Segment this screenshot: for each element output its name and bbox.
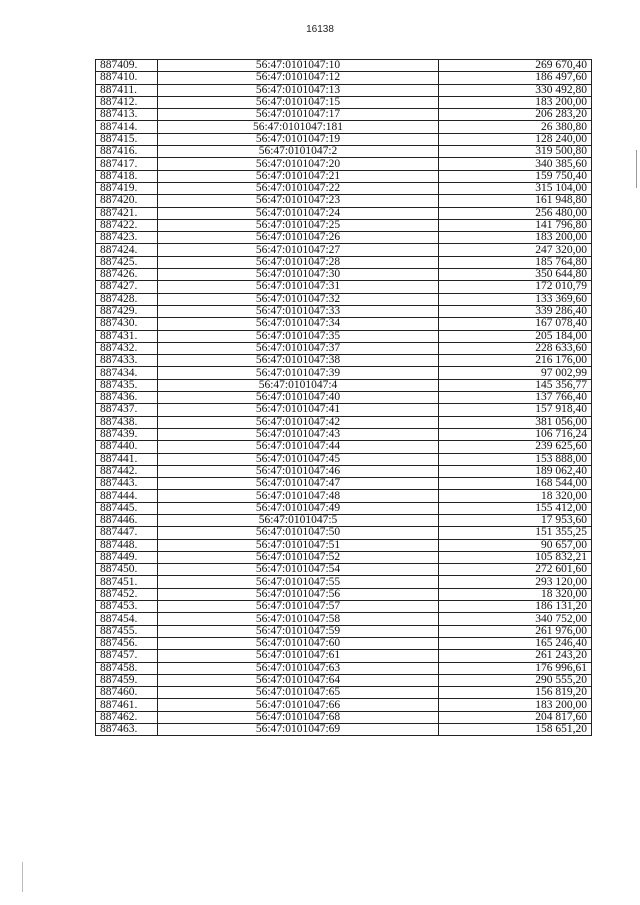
cadastral-number-cell: 56:47:0101047:48 bbox=[158, 490, 439, 502]
table-row bbox=[96, 182, 592, 194]
cadastral-number-cell: 56:47:0101047:60 bbox=[158, 637, 439, 649]
cadastral-value-cell: 183 200,00 bbox=[439, 96, 592, 108]
cadastral-value-cell: 26 380,80 bbox=[439, 121, 592, 133]
cadastral-number-cell: 56:47:0101047:66 bbox=[158, 699, 439, 711]
cadastral-value-cell: 186 497,60 bbox=[439, 72, 592, 84]
cadastral-value-cell: 155 412,00 bbox=[439, 502, 592, 514]
row-number-cell: 887419. bbox=[96, 182, 158, 194]
table-row bbox=[96, 637, 592, 649]
cadastral-value-cell: 133 369,60 bbox=[439, 293, 592, 305]
table-row bbox=[96, 379, 592, 391]
row-number-cell: 887418. bbox=[96, 170, 158, 182]
scan-edge-mark bbox=[636, 150, 637, 188]
cadastral-value-cell: 339 286,40 bbox=[439, 305, 592, 317]
row-number-cell: 887410. bbox=[96, 72, 158, 84]
row-number-cell: 887427. bbox=[96, 281, 158, 293]
table-row bbox=[96, 72, 592, 84]
table-row bbox=[96, 219, 592, 231]
cadastral-value-cell: 183 200,00 bbox=[439, 699, 592, 711]
cadastral-value-cell: 239 625,60 bbox=[439, 441, 592, 453]
table-row bbox=[96, 551, 592, 563]
table-row bbox=[96, 109, 592, 121]
cadastral-value-cell: 18 320,00 bbox=[439, 490, 592, 502]
row-number-cell: 887421. bbox=[96, 207, 158, 219]
row-number-cell: 887430. bbox=[96, 318, 158, 330]
cadastral-value-cell: 269 670,40 bbox=[439, 60, 592, 72]
cadastral-value-cell: 145 356,77 bbox=[439, 379, 592, 391]
table-row bbox=[96, 539, 592, 551]
row-number-cell: 887414. bbox=[96, 121, 158, 133]
table-row bbox=[96, 392, 592, 404]
cadastral-number-cell: 56:47:0101047:181 bbox=[158, 121, 439, 133]
table-row bbox=[96, 96, 592, 108]
row-number-cell: 887438. bbox=[96, 416, 158, 428]
table-row bbox=[96, 318, 592, 330]
cadastral-number-cell: 56:47:0101047:65 bbox=[158, 687, 439, 699]
row-number-cell: 887450. bbox=[96, 564, 158, 576]
cadastral-value-cell: 172 010,79 bbox=[439, 281, 592, 293]
table-row bbox=[96, 699, 592, 711]
cadastral-value-cell: 340 385,60 bbox=[439, 158, 592, 170]
table-row bbox=[96, 170, 592, 182]
cadastral-number-cell: 56:47:0101047:56 bbox=[158, 588, 439, 600]
row-number-cell: 887436. bbox=[96, 392, 158, 404]
cadastral-number-cell: 56:47:0101047:50 bbox=[158, 527, 439, 539]
cadastral-value-cell: 189 062,40 bbox=[439, 465, 592, 477]
table-row bbox=[96, 588, 592, 600]
row-number-cell: 887432. bbox=[96, 342, 158, 354]
cadastral-value-cell: 185 764,80 bbox=[439, 256, 592, 268]
row-number-cell: 887452. bbox=[96, 588, 158, 600]
cadastral-value-cell: 161 948,80 bbox=[439, 195, 592, 207]
row-number-cell: 887433. bbox=[96, 355, 158, 367]
row-number-cell: 887434. bbox=[96, 367, 158, 379]
row-number-cell: 887439. bbox=[96, 428, 158, 440]
cadastral-value-cell: 247 320,00 bbox=[439, 244, 592, 256]
cadastral-number-cell: 56:47:0101047:31 bbox=[158, 281, 439, 293]
cadastral-value-cell: 340 752,00 bbox=[439, 613, 592, 625]
row-number-cell: 887457. bbox=[96, 650, 158, 662]
table-row bbox=[96, 256, 592, 268]
row-number-cell: 887435. bbox=[96, 379, 158, 391]
cadastral-number-cell: 56:47:0101047:57 bbox=[158, 601, 439, 613]
cadastral-value-cell: 256 480,00 bbox=[439, 207, 592, 219]
row-number-cell: 887440. bbox=[96, 441, 158, 453]
table-row bbox=[96, 576, 592, 588]
table-body bbox=[96, 60, 592, 736]
cadastral-number-cell: 56:47:0101047:37 bbox=[158, 342, 439, 354]
cadastral-number-cell: 56:47:0101047:38 bbox=[158, 355, 439, 367]
table-row bbox=[96, 207, 592, 219]
cadastral-value-cell: 105 832,21 bbox=[439, 551, 592, 563]
row-number-cell: 887437. bbox=[96, 404, 158, 416]
row-number-cell: 887426. bbox=[96, 269, 158, 281]
row-number-cell: 887459. bbox=[96, 674, 158, 686]
row-number-cell: 887431. bbox=[96, 330, 158, 342]
cadastral-value-cell: 261 243,20 bbox=[439, 650, 592, 662]
cadastral-number-cell: 56:47:0101047:49 bbox=[158, 502, 439, 514]
cadastral-value-cell: 228 633,60 bbox=[439, 342, 592, 354]
cadastral-number-cell: 56:47:0101047:32 bbox=[158, 293, 439, 305]
cadastral-value-cell: 167 078,40 bbox=[439, 318, 592, 330]
cadastral-number-cell: 56:47:0101047:46 bbox=[158, 465, 439, 477]
table-row bbox=[96, 601, 592, 613]
row-number-cell: 887417. bbox=[96, 158, 158, 170]
cadastral-number-cell: 56:47:0101047:17 bbox=[158, 109, 439, 121]
row-number-cell: 887445. bbox=[96, 502, 158, 514]
table-row bbox=[96, 133, 592, 145]
row-number-cell: 887416. bbox=[96, 146, 158, 158]
cadastral-number-cell: 56:47:0101047:5 bbox=[158, 514, 439, 526]
cadastral-number-cell: 56:47:0101047:27 bbox=[158, 244, 439, 256]
cadastral-number-cell: 56:47:0101047:23 bbox=[158, 195, 439, 207]
row-number-cell: 887458. bbox=[96, 662, 158, 674]
table-row bbox=[96, 527, 592, 539]
table-row bbox=[96, 502, 592, 514]
row-number-cell: 887415. bbox=[96, 133, 158, 145]
cadastral-number-cell: 56:47:0101047:55 bbox=[158, 576, 439, 588]
table-row bbox=[96, 687, 592, 699]
cadastral-number-cell: 56:47:0101047:26 bbox=[158, 232, 439, 244]
cadastral-number-cell: 56:47:0101047:34 bbox=[158, 318, 439, 330]
cadastral-value-cell: 319 500,80 bbox=[439, 146, 592, 158]
table-row bbox=[96, 564, 592, 576]
table-row bbox=[96, 293, 592, 305]
row-number-cell: 887453. bbox=[96, 601, 158, 613]
table-row bbox=[96, 711, 592, 723]
cadastral-value-cell: 168 544,00 bbox=[439, 478, 592, 490]
cadastral-value-cell: 381 056,00 bbox=[439, 416, 592, 428]
cadastral-number-cell: 56:47:0101047:4 bbox=[158, 379, 439, 391]
cadastral-number-cell: 56:47:0101047:12 bbox=[158, 72, 439, 84]
row-number-cell: 887446. bbox=[96, 514, 158, 526]
row-number-cell: 887455. bbox=[96, 625, 158, 637]
cadastral-value-cell: 204 817,60 bbox=[439, 711, 592, 723]
cadastral-number-cell: 56:47:0101047:64 bbox=[158, 674, 439, 686]
table-row bbox=[96, 404, 592, 416]
row-number-cell: 887451. bbox=[96, 576, 158, 588]
row-number-cell: 887423. bbox=[96, 232, 158, 244]
row-number-cell: 887441. bbox=[96, 453, 158, 465]
row-number-cell: 887444. bbox=[96, 490, 158, 502]
cadastral-value-cell: 216 176,00 bbox=[439, 355, 592, 367]
scan-edge-mark bbox=[22, 862, 23, 892]
cadastral-number-cell: 56:47:0101047:41 bbox=[158, 404, 439, 416]
row-number-cell: 887412. bbox=[96, 96, 158, 108]
table-row bbox=[96, 514, 592, 526]
cadastral-number-cell: 56:47:0101047:61 bbox=[158, 650, 439, 662]
table-row bbox=[96, 650, 592, 662]
cadastral-number-cell: 56:47:0101047:69 bbox=[158, 724, 439, 736]
row-number-cell: 887413. bbox=[96, 109, 158, 121]
cadastral-value-cell: 186 131,20 bbox=[439, 601, 592, 613]
cadastral-value-cell: 350 644,80 bbox=[439, 269, 592, 281]
table-row bbox=[96, 355, 592, 367]
table-row bbox=[96, 195, 592, 207]
table-row bbox=[96, 146, 592, 158]
table-row bbox=[96, 367, 592, 379]
cadastral-number-cell: 56:47:0101047:24 bbox=[158, 207, 439, 219]
cadastral-number-cell: 56:47:0101047:15 bbox=[158, 96, 439, 108]
table-row bbox=[96, 269, 592, 281]
page-number: 16138 bbox=[306, 24, 334, 35]
row-number-cell: 887463. bbox=[96, 724, 158, 736]
table-row bbox=[96, 305, 592, 317]
row-number-cell: 887422. bbox=[96, 219, 158, 231]
cadastral-number-cell: 56:47:0101047:43 bbox=[158, 428, 439, 440]
cadastral-value-cell: 137 766,40 bbox=[439, 392, 592, 404]
cadastral-value-cell: 158 651,20 bbox=[439, 724, 592, 736]
table-row bbox=[96, 613, 592, 625]
row-number-cell: 887447. bbox=[96, 527, 158, 539]
cadastral-value-cell: 156 819,20 bbox=[439, 687, 592, 699]
cadastral-value-cell: 293 120,00 bbox=[439, 576, 592, 588]
cadastral-value-cell: 157 918,40 bbox=[439, 404, 592, 416]
row-number-cell: 887428. bbox=[96, 293, 158, 305]
table-row bbox=[96, 121, 592, 133]
cadastral-value-cell: 183 200,00 bbox=[439, 232, 592, 244]
cadastral-number-cell: 56:47:0101047:19 bbox=[158, 133, 439, 145]
cadastral-number-cell: 56:47:0101047:54 bbox=[158, 564, 439, 576]
row-number-cell: 887443. bbox=[96, 478, 158, 490]
cadastral-value-cell: 206 283,20 bbox=[439, 109, 592, 121]
cadastral-value-cell: 315 104,00 bbox=[439, 182, 592, 194]
cadastral-number-cell: 56:47:0101047:20 bbox=[158, 158, 439, 170]
cadastral-number-cell: 56:47:0101047:52 bbox=[158, 551, 439, 563]
row-number-cell: 887448. bbox=[96, 539, 158, 551]
table-row bbox=[96, 674, 592, 686]
cadastral-number-cell: 56:47:0101047:30 bbox=[158, 269, 439, 281]
cadastral-number-cell: 56:47:0101047:68 bbox=[158, 711, 439, 723]
cadastral-value-cell: 290 555,20 bbox=[439, 674, 592, 686]
table-row bbox=[96, 416, 592, 428]
table-row bbox=[96, 281, 592, 293]
cadastral-number-cell: 56:47:0101047:10 bbox=[158, 60, 439, 72]
row-number-cell: 887462. bbox=[96, 711, 158, 723]
row-number-cell: 887420. bbox=[96, 195, 158, 207]
cadastral-value-cell: 165 246,40 bbox=[439, 637, 592, 649]
row-number-cell: 887424. bbox=[96, 244, 158, 256]
cadastral-number-cell: 56:47:0101047:59 bbox=[158, 625, 439, 637]
cadastral-value-cell: 205 184,00 bbox=[439, 330, 592, 342]
cadastral-number-cell: 56:47:0101047:35 bbox=[158, 330, 439, 342]
cadastral-value-cell: 97 002,99 bbox=[439, 367, 592, 379]
cadastral-number-cell: 56:47:0101047:63 bbox=[158, 662, 439, 674]
cadastral-number-cell: 56:47:0101047:22 bbox=[158, 182, 439, 194]
table-row bbox=[96, 84, 592, 96]
cadastral-number-cell: 56:47:0101047:13 bbox=[158, 84, 439, 96]
cadastral-number-cell: 56:47:0101047:39 bbox=[158, 367, 439, 379]
cadastral-value-cell: 153 888,00 bbox=[439, 453, 592, 465]
cadastral-value-cell: 151 355,25 bbox=[439, 527, 592, 539]
cadastral-number-cell: 56:47:0101047:33 bbox=[158, 305, 439, 317]
cadastral-number-cell: 56:47:0101047:25 bbox=[158, 219, 439, 231]
row-number-cell: 887411. bbox=[96, 84, 158, 96]
cadastral-value-cell: 159 750,40 bbox=[439, 170, 592, 182]
row-number-cell: 887409. bbox=[96, 60, 158, 72]
row-number-cell: 887442. bbox=[96, 465, 158, 477]
table-row bbox=[96, 724, 592, 736]
table-row bbox=[96, 330, 592, 342]
table-row bbox=[96, 625, 592, 637]
table-row bbox=[96, 232, 592, 244]
cadastral-number-cell: 56:47:0101047:21 bbox=[158, 170, 439, 182]
cadastral-number-cell: 56:47:0101047:45 bbox=[158, 453, 439, 465]
row-number-cell: 887460. bbox=[96, 687, 158, 699]
cadastral-value-cell: 128 240,00 bbox=[439, 133, 592, 145]
table-row bbox=[96, 490, 592, 502]
cadastral-value-cell: 141 796,80 bbox=[439, 219, 592, 231]
row-number-cell: 887429. bbox=[96, 305, 158, 317]
cadastral-value-cell: 17 953,60 bbox=[439, 514, 592, 526]
cadastral-value-cell: 18 320,00 bbox=[439, 588, 592, 600]
cadastral-value-cell: 106 716,24 bbox=[439, 428, 592, 440]
cadastral-number-cell: 56:47:0101047:44 bbox=[158, 441, 439, 453]
table-row bbox=[96, 158, 592, 170]
table-row bbox=[96, 244, 592, 256]
cadastral-number-cell: 56:47:0101047:58 bbox=[158, 613, 439, 625]
cadastral-number-cell: 56:47:0101047:47 bbox=[158, 478, 439, 490]
table-row bbox=[96, 478, 592, 490]
cadastral-value-cell: 176 996,61 bbox=[439, 662, 592, 674]
cadastral-value-cell: 261 976,00 bbox=[439, 625, 592, 637]
table-row bbox=[96, 342, 592, 354]
row-number-cell: 887456. bbox=[96, 637, 158, 649]
cadastral-number-cell: 56:47:0101047:2 bbox=[158, 146, 439, 158]
row-number-cell: 887425. bbox=[96, 256, 158, 268]
cadastral-value-cell: 272 601,60 bbox=[439, 564, 592, 576]
cadastral-number-cell: 56:47:0101047:51 bbox=[158, 539, 439, 551]
cadastral-value-cell: 330 492,80 bbox=[439, 84, 592, 96]
table-row bbox=[96, 441, 592, 453]
cadastral-value-table bbox=[95, 59, 592, 736]
row-number-cell: 887461. bbox=[96, 699, 158, 711]
cadastral-number-cell: 56:47:0101047:28 bbox=[158, 256, 439, 268]
cadastral-number-cell: 56:47:0101047:42 bbox=[158, 416, 439, 428]
row-number-cell: 887449. bbox=[96, 551, 158, 563]
table-row bbox=[96, 60, 592, 72]
table-row bbox=[96, 453, 592, 465]
table-row bbox=[96, 465, 592, 477]
row-number-cell: 887454. bbox=[96, 613, 158, 625]
table-row bbox=[96, 428, 592, 440]
table-row bbox=[96, 662, 592, 674]
cadastral-value-cell: 90 657,00 bbox=[439, 539, 592, 551]
cadastral-number-cell: 56:47:0101047:40 bbox=[158, 392, 439, 404]
